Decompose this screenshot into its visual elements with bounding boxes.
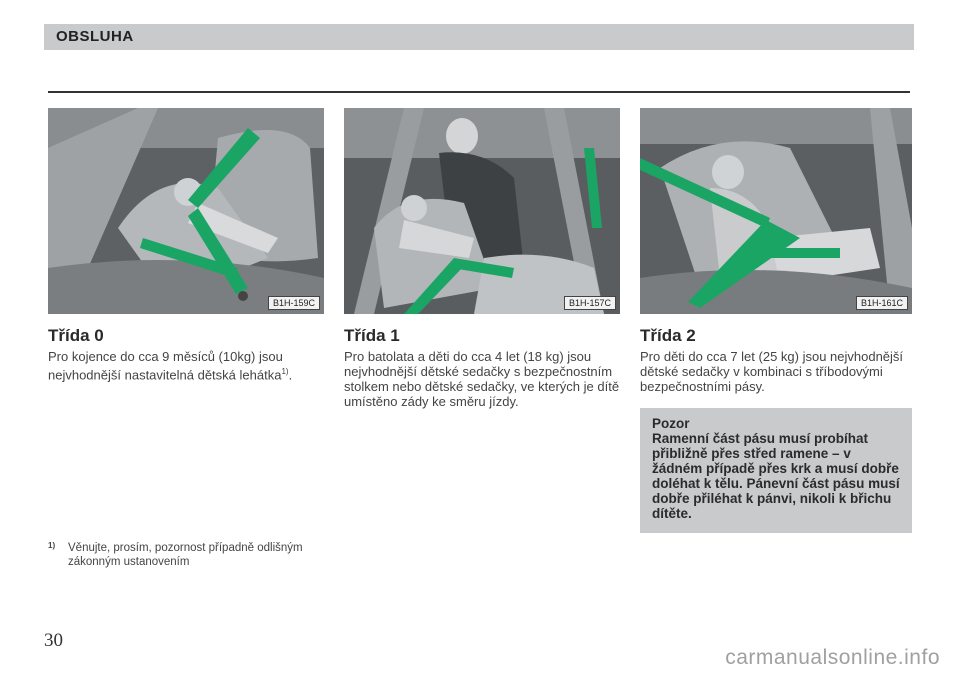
- page-section-title: OBSLUHA: [56, 28, 134, 45]
- section-class-1: [344, 108, 620, 409]
- footnote-ref: 1): [281, 367, 289, 376]
- figure-class-1: [344, 108, 620, 314]
- illustration-infant-seat: [48, 108, 324, 314]
- figure-class-2: [640, 108, 912, 314]
- figure-label: B1H-161C: [856, 296, 908, 310]
- warning-text: Ramenní část pásu musí probíhat přibližně přes střed ramene – v žádném případě přes krk a musí dobře doléhat k tělu. Pánevní část pásu musí dobře přiléhat k pánvi, nikoli k břichu dítěte.: [652, 431, 900, 521]
- figure-label: B1H-159C: [268, 296, 320, 310]
- figure-label: B1H-157C: [564, 296, 616, 310]
- section-heading: Třída 2: [640, 326, 696, 345]
- section-body: [48, 349, 324, 382]
- section-body: Pro děti do cca 7 let (25 kg) jsou nejvhodnější dětské sedačky v kombinaci s tříbodovými bezpečnostními pásy.: [640, 349, 904, 394]
- header-rule: [48, 91, 910, 93]
- section-text: Pro kojence do cca 9 měsíců (10kg) jsou nejvhodnější nastavitelná dětská lehátka: [48, 349, 283, 383]
- section-text-end: .: [288, 367, 293, 383]
- page-number: 30: [44, 630, 63, 651]
- header-bar: [44, 24, 914, 50]
- warning-box: [640, 408, 912, 533]
- footnote-text: Věnujte, prosím, pozornost případně odlišným zákonným ustanovením: [68, 542, 303, 568]
- section-heading: Třída 1: [344, 326, 400, 345]
- section-body: Pro batolata a děti do cca 4 let (18 kg) jsou nejvhodnější dětské sedačky s bezpečnostním stolkem nebo dětské sedačky, ve kterých je dítě umístěno zády ke směru jízdy.: [344, 349, 620, 409]
- footnote-mark: 1): [48, 541, 56, 550]
- illustration-booster-seat: [640, 108, 912, 314]
- section-class-0: [48, 108, 324, 382]
- figure-class-0: [48, 108, 324, 314]
- footnote: [48, 541, 338, 569]
- illustration-toddler-seat: [344, 108, 620, 314]
- section-class-2: [640, 108, 912, 533]
- warning-title: Pozor: [652, 416, 690, 431]
- section-heading: Třída 0: [48, 326, 104, 345]
- watermark: carmanualsonline.info: [725, 646, 940, 669]
